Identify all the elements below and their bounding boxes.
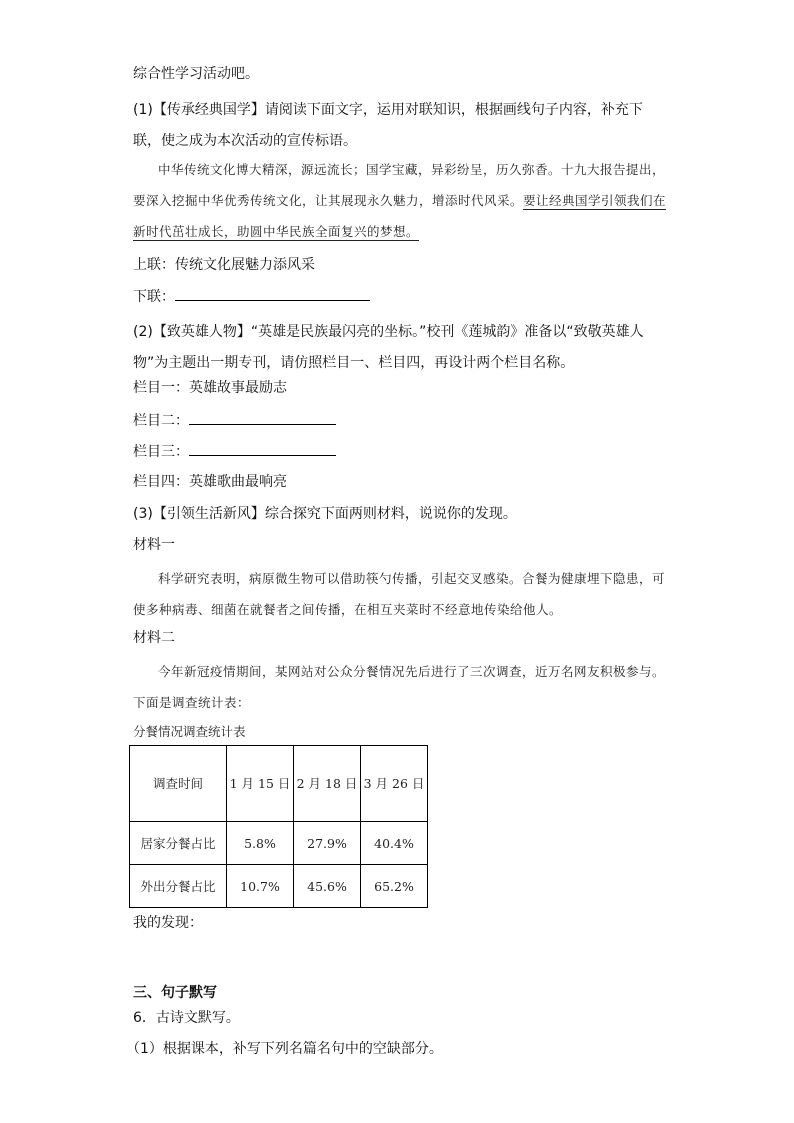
- header-cell: 2 月 18 日: [294, 746, 361, 822]
- section-three-title: 三、句子默写: [133, 985, 217, 1001]
- survey-table: [129, 745, 428, 908]
- table-cell: 5.8%: [227, 822, 294, 865]
- q2-prompt: (2)【致英雄人物】“英雄是民族最闪亮的坐标。”校刊《莲城韵》准备以“致敬英雄人物”为主题出一期专刊，请仿照栏目一、栏目四，再设计两个栏目名称。: [133, 324, 644, 371]
- intro-line: 综合性学习活动吧。: [133, 66, 259, 82]
- header-cell: 1 月 15 日: [227, 746, 294, 822]
- material-one-title: 材料一: [133, 537, 175, 553]
- lower-couplet-label: 下联：: [133, 289, 175, 305]
- header-cell: 3 月 26 日: [361, 746, 428, 822]
- column-one: 栏目一：英雄故事最励志: [133, 380, 287, 396]
- q1-prompt: (1)【传承经典国学】请阅读下面文字，运用对联知识，根据画线句子内容，补充下联，使之成为本次活动的宣传标语。: [133, 102, 643, 149]
- q3-prompt: (3)【引领生活新风】综合探究下面两则材料，说说你的发现。: [133, 506, 517, 522]
- lower-couplet-blank[interactable]: [175, 286, 370, 301]
- table-row: [130, 822, 428, 865]
- column-two: [133, 410, 336, 431]
- q1-passage-underlined: 要让经典国学引领我们在新时代茁壮成长，助圆中华民族全面复兴的梦想。: [133, 193, 667, 239]
- table-cell: 65.2%: [361, 865, 428, 908]
- table-caption: 分餐情况调查统计表: [133, 724, 246, 739]
- column-two-blank[interactable]: [189, 410, 336, 425]
- q6-sub1: （1）根据课本，补写下列名篇名句中的空缺部分。: [126, 1041, 443, 1057]
- material-one-text: 科学研究表明，病原微生物可以借助筷勺传播，引起交叉感染。合餐为健康埋下隐患，可使多种病毒、细菌在就餐者之间传播，在相互夹菜时不经意地传染给他人。: [133, 571, 666, 617]
- finding-label: 我的发现：: [133, 915, 203, 931]
- q1-passage: [133, 154, 668, 247]
- column-three: [133, 441, 336, 462]
- column-three-label: 栏目三：: [133, 444, 189, 460]
- table-cell: 45.6%: [294, 865, 361, 908]
- column-two-label: 栏目二：: [133, 413, 189, 429]
- table-cell: 27.9%: [294, 822, 361, 865]
- lower-couplet: [133, 286, 370, 307]
- column-four: 栏目四：英雄歌曲最响亮: [133, 474, 287, 490]
- material-two-title: 材料二: [133, 630, 175, 646]
- table-cell: 40.4%: [361, 822, 428, 865]
- table-header-row: [130, 746, 428, 822]
- row-label-cell: 外出分餐占比: [130, 865, 227, 908]
- table-row: [130, 865, 428, 908]
- row-label-cell: 居家分餐占比: [130, 822, 227, 865]
- table-cell: 10.7%: [227, 865, 294, 908]
- q6-title: 6．古诗文默写。: [133, 1010, 240, 1026]
- header-cell: 调查时间: [130, 746, 227, 822]
- upper-couplet: 上联：传统文化展魅力添风采: [133, 257, 315, 273]
- material-two-text: 今年新冠疫情期间，某网站对公众分餐情况先后进行了三次调查，近万名网友积极参与。下面是调查统计表：: [133, 664, 666, 710]
- column-three-blank[interactable]: [189, 441, 336, 456]
- q1-passage-text: 中华传统文化博大精深，源远流长；国学宝藏，异彩纷呈，历久弥香。十九大报告提出，要深入挖掘中华优秀传统文化，让其展现永久魅力，增添时代风采。: [133, 162, 666, 208]
